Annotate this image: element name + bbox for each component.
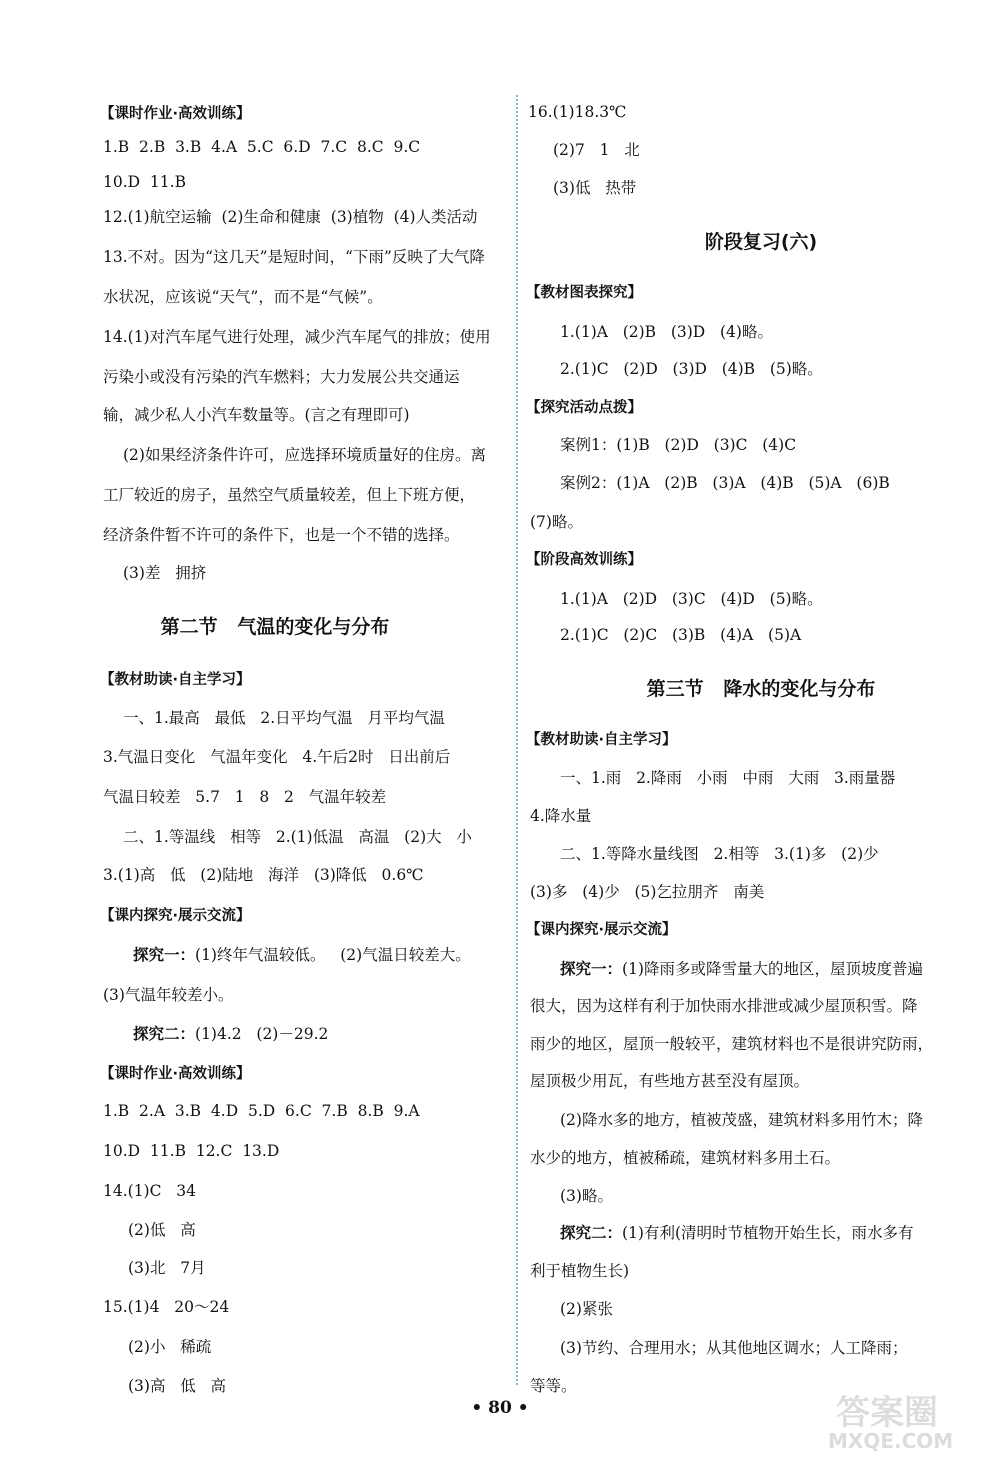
answer-line: (7)略。: [530, 513, 583, 531]
section-header: 【教材助读·自主学习】: [100, 672, 251, 688]
answer-line: (2)降水多的地方，植被茂盛，建筑材料多用竹木；降: [560, 1111, 923, 1129]
answer-line: (2)小 稀疏: [128, 1338, 212, 1356]
answer-line: [133, 1024, 328, 1044]
inquiry-text: (1)降雨多或降雪量大的地区，屋顶坡度普遍: [622, 960, 923, 978]
section-title: 第三节 降水的变化与分布: [646, 678, 876, 700]
answer-line: 利于植物生长): [530, 1262, 630, 1280]
answer-line: 4.降水量: [530, 807, 592, 825]
inquiry-label: 探究一：: [560, 960, 623, 978]
column-divider: [516, 95, 518, 1385]
answer-line: 10.D 11.B: [103, 173, 186, 191]
answer-line: (2)紧张: [560, 1300, 613, 1318]
answer-line: (3)高 低 高: [128, 1377, 227, 1395]
inquiry-text: (1)有利(清明时节植物开始生长，雨水多有: [622, 1224, 914, 1242]
answer-line: [133, 945, 471, 965]
section-title: 阶段复习(六): [704, 231, 818, 253]
section-title: 第二节 气温的变化与分布: [160, 616, 390, 638]
answer-line: 经济条件暂不许可的条件下，也是一个不错的选择。: [103, 526, 460, 544]
answer-line: (3)略。: [560, 1187, 613, 1205]
section-header: 【教材图表探究】: [526, 285, 642, 301]
answer-line: (3)差 拥挤: [123, 564, 207, 582]
watermark-logo: [828, 1385, 978, 1455]
answer-line: 水状况，应该说“天气”，而不是“气候”。: [103, 288, 383, 306]
answer-line: (2)低 高: [128, 1221, 196, 1239]
answer-line: (2)如果经济条件许可，应选择环境质量好的住房。离: [123, 446, 486, 464]
answer-line: (3)多 (4)少 (5)乞拉朋齐 南美: [530, 883, 765, 901]
answer-line: 12.(1)航空运输 (2)生命和健康 (3)植物 (4)人类活动: [103, 208, 478, 226]
answer-line: 一、1.最高 最低 2.日平均气温 月平均气温: [123, 709, 445, 727]
section-header: 【课时作业·高效训练】: [100, 1066, 251, 1082]
inquiry-label: 探究一：: [133, 946, 196, 964]
answer-line: 1.B 2.A 3.B 4.D 5.D 6.C 7.B 8.B 9.A: [103, 1102, 420, 1120]
answer-line: 雨少的地区，屋顶一般较平，建筑材料也不是很讲究防雨，: [530, 1035, 934, 1053]
answer-line: 15.(1)4 20～24: [103, 1298, 230, 1316]
answer-line: 3.气温日变化 气温年变化 4.午后2时 日出前后: [103, 748, 451, 766]
answer-line: 很大，因为这样有利于加快雨水排泄或减少屋顶积雪。降: [530, 997, 918, 1015]
answer-line: (3)北 7月: [128, 1259, 206, 1277]
answer-line: 污染小或没有污染的汽车燃料；大力发展公共交通运: [103, 368, 460, 386]
answer-line: 2.(1)C (2)C (3)B (4)A (5)A: [560, 626, 802, 644]
answer-line: 1.(1)A (2)D (3)C (4)D (5)略。: [560, 590, 823, 608]
answer-line: 2.(1)C (2)D (3)D (4)B (5)略。: [560, 360, 823, 378]
answer-line: 一、1.雨 2.降雨 小雨 中雨 大雨 3.雨量器: [560, 769, 896, 787]
answer-line: (2)7 1 北: [553, 141, 640, 159]
answer-line: 14.(1)C 34: [103, 1182, 196, 1200]
answer-line: 1.B 2.B 3.B 4.A 5.C 6.D 7.C 8.C 9.C: [103, 138, 421, 156]
answer-line: 案例1：(1)B (2)D (3)C (4)C: [560, 436, 797, 454]
section-header: 【课时作业·高效训练】: [100, 106, 251, 122]
section-header: 【课内探究·展示交流】: [100, 908, 251, 924]
answer-line: [560, 1223, 914, 1243]
answer-line: 二、1.等温线 相等 2.(1)低温 高温 (2)大 小: [123, 828, 472, 846]
answer-line: 案例2：(1)A (2)B (3)A (4)B (5)A (6)B: [560, 474, 890, 492]
watermark-text: 答案圈: [836, 1393, 938, 1433]
answer-line: 工厂较近的房子，虽然空气质量较差，但上下班方便，: [103, 486, 476, 504]
answer-line: 屋顶极少用瓦，有些地方甚至没有屋顶。: [530, 1072, 810, 1090]
answer-line: 气温日较差 5.7 1 8 2 气温年较差: [103, 788, 387, 806]
section-header: 【阶段高效训练】: [526, 552, 642, 568]
inquiry-label: 探究二：: [560, 1224, 623, 1242]
answer-line: (3)节约、合理用水；从其他地区调水；人工降雨；: [560, 1339, 908, 1357]
answer-line: 1.(1)A (2)B (3)D (4)略。: [560, 323, 773, 341]
inquiry-label: 探究二：: [133, 1025, 196, 1043]
section-header: 【探究活动点拨】: [526, 400, 642, 416]
section-header: 【课内探究·展示交流】: [526, 922, 677, 938]
answer-line: 等等。: [530, 1377, 577, 1395]
answer-line: (3)气温年较差小。: [103, 986, 234, 1004]
inquiry-text: (1)终年气温较低。 (2)气温日较差大。: [195, 946, 471, 964]
answer-line: 输，减少私人小汽车数量等。(言之有理即可): [103, 406, 410, 424]
answer-line: 16.(1)18.3℃: [528, 103, 627, 121]
answer-line: 3.(1)高 低 (2)陆地 海洋 (3)降低 0.6℃: [103, 866, 424, 884]
inquiry-text: (1)4.2 (2)－29.2: [195, 1025, 329, 1043]
answer-line: 水少的地方，植被稀疏，建筑材料多用土石。: [530, 1149, 841, 1167]
section-header: 【教材助读·自主学习】: [526, 732, 677, 748]
answer-line: [560, 959, 923, 979]
answer-line: 10.D 11.B 12.C 13.D: [103, 1142, 280, 1160]
answer-line: 14.(1)对汽车尾气进行处理，减少汽车尾气的排放；使用: [103, 328, 491, 346]
answer-line: (3)低 热带: [553, 179, 637, 197]
answer-line: 13.不对。因为“这几天”是短时间，“下雨”反映了大气降: [103, 248, 485, 266]
watermark-url: MXQE.COM: [828, 1429, 954, 1453]
page-number: • 80 •: [471, 1398, 529, 1418]
answer-line: 二、1.等降水量线图 2.相等 3.(1)多 (2)少: [560, 845, 879, 863]
